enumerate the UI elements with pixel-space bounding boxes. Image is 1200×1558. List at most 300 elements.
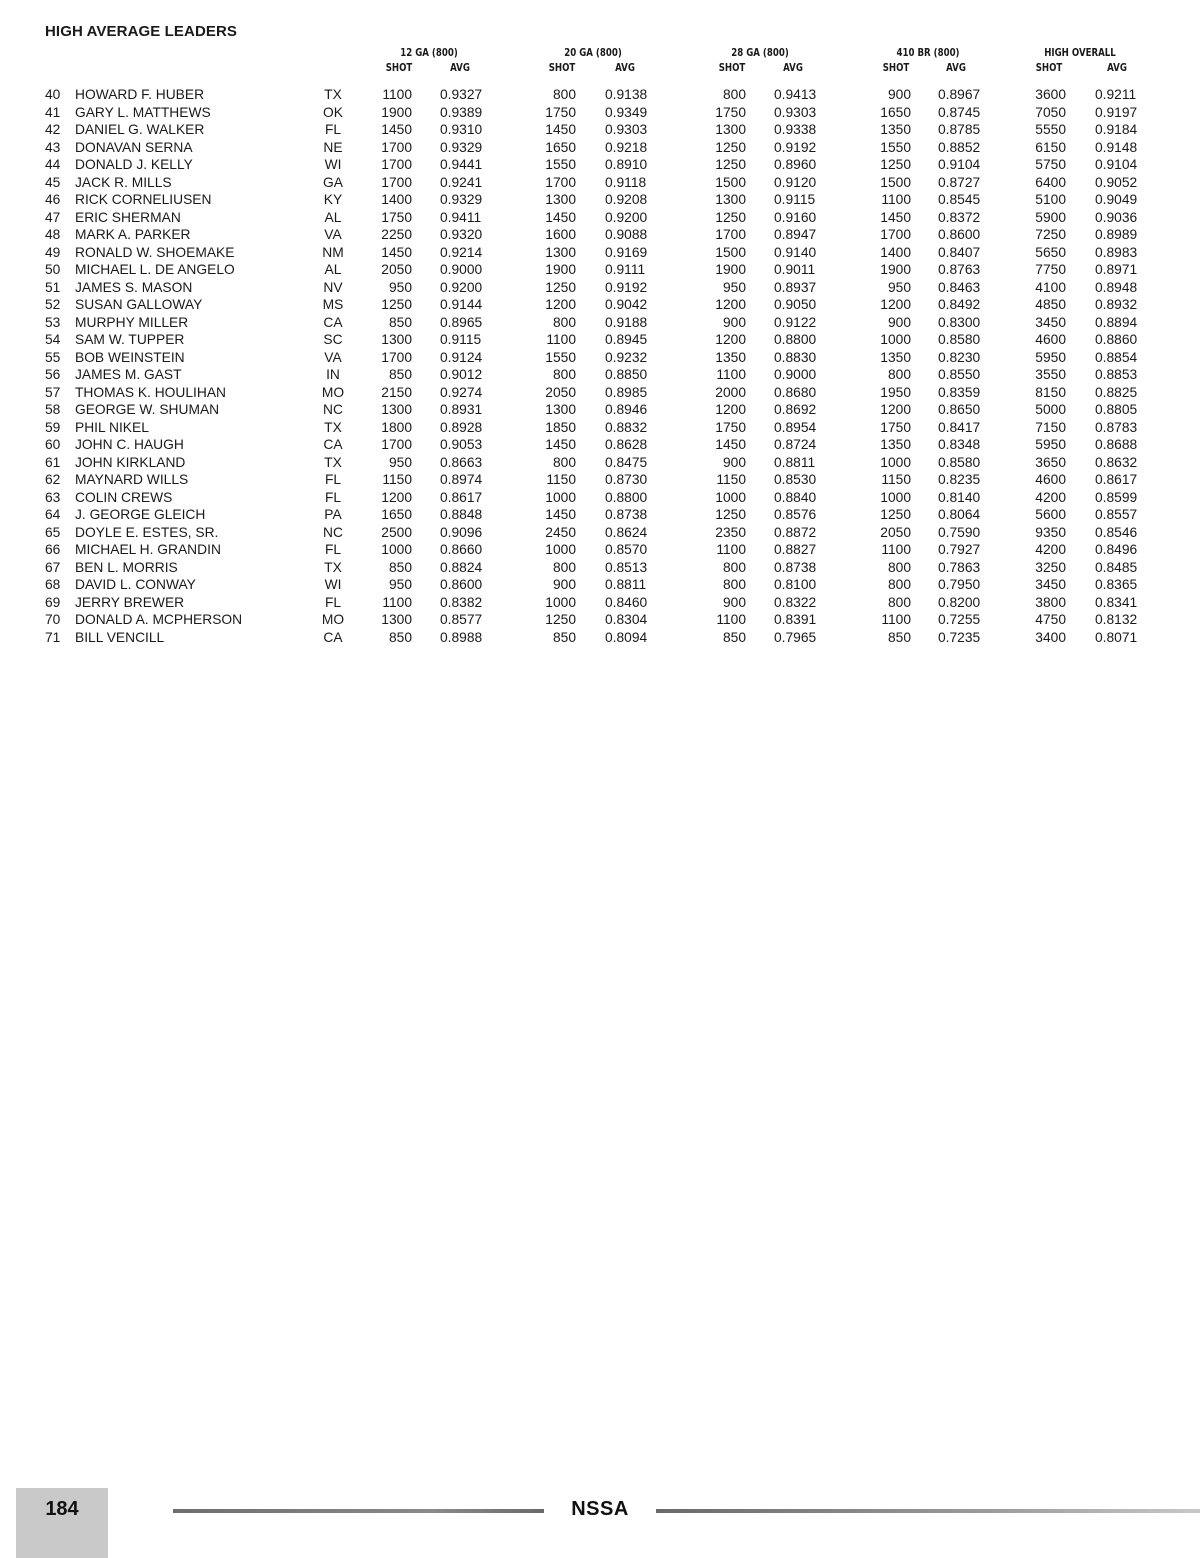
avg-28ga-cell: 0.9160 (774, 209, 817, 225)
col-header-avg-12ga: AVG (450, 62, 470, 74)
avg-28ga-cell: 0.9192 (774, 139, 817, 155)
rank-cell: 70 (45, 612, 61, 627)
shooter-name-cell: JAMES M. GAST (75, 367, 182, 382)
avg-overall-cell: 0.8989 (1095, 227, 1138, 242)
shot-28ga-cell: 1500 (715, 174, 746, 190)
rank-cell: 58 (45, 402, 61, 417)
shot-410br-cell: 850 (887, 629, 911, 645)
avg-12ga-cell: 0.9144 (440, 297, 483, 312)
avg-12ga-cell: 0.8928 (440, 419, 483, 435)
avg-12ga-cell: 0.9327 (440, 87, 483, 102)
avg-20ga-cell: 0.9111 (605, 262, 646, 277)
avg-12ga-cell: 0.9310 (440, 122, 483, 137)
state-cell: TX (324, 454, 342, 470)
rank-cell: 40 (45, 87, 61, 102)
shot-28ga-cell: 1250 (715, 209, 746, 225)
shot-12ga-cell: 2250 (381, 227, 412, 242)
avg-12ga-cell: 0.8660 (440, 542, 483, 557)
shot-410br-cell: 1500 (880, 174, 911, 190)
avg-28ga-cell: 0.8391 (774, 612, 817, 627)
state-cell: NC (323, 402, 343, 417)
avg-12ga-cell: 0.9320 (440, 227, 483, 242)
state-cell: AL (324, 262, 342, 277)
avg-12ga-cell: 0.9096 (440, 524, 483, 540)
rank-cell: 45 (45, 174, 61, 190)
avg-28ga-cell: 0.8872 (774, 524, 817, 540)
shot-12ga-cell: 1100 (382, 594, 412, 610)
shooter-name-cell: JACK R. MILLS (75, 174, 172, 190)
avg-overall-cell: 0.8365 (1095, 577, 1138, 592)
col-group-28ga: 28 GA (800) (731, 47, 789, 59)
rank-cell: 65 (45, 524, 61, 540)
shot-20ga-cell: 1250 (545, 612, 576, 627)
shot-12ga-cell: 1650 (381, 507, 412, 522)
shot-overall-cell: 5950 (1035, 349, 1066, 365)
shot-20ga-cell: 1450 (545, 209, 576, 225)
shot-410br-cell: 1350 (880, 437, 911, 452)
shot-overall-cell: 3800 (1035, 594, 1066, 610)
shooter-name-cell: COLIN CREWS (75, 489, 173, 505)
shooter-name-cell: BEN L. MORRIS (75, 559, 178, 575)
avg-20ga-cell: 0.8304 (605, 612, 648, 627)
rank-cell: 56 (45, 367, 61, 382)
page-title: HIGH AVERAGE LEADERS (45, 23, 238, 40)
shot-20ga-cell: 900 (552, 577, 576, 592)
shot-20ga-cell: 800 (552, 87, 576, 102)
table-row (0, 594, 1200, 612)
shot-20ga-cell: 1100 (546, 332, 576, 347)
avg-overall-cell: 0.8948 (1095, 279, 1138, 295)
table-row (0, 261, 1200, 279)
shot-410br-cell: 1950 (880, 384, 911, 400)
page-number-box (16, 1488, 108, 1558)
rank-cell: 53 (45, 314, 61, 330)
table-row (0, 121, 1200, 139)
shot-12ga-cell: 1800 (381, 419, 412, 435)
shot-overall-cell: 7150 (1035, 419, 1066, 435)
shot-410br-cell: 1100 (881, 192, 911, 207)
col-group-410br: 410 BR (800) (896, 47, 960, 59)
shot-overall-cell: 4750 (1035, 612, 1066, 627)
shooter-name-cell: MAYNARD WILLS (75, 472, 189, 487)
shot-12ga-cell: 1300 (381, 612, 412, 627)
shooter-name-cell: DANIEL G. WALKER (75, 122, 205, 137)
shot-28ga-cell: 1100 (716, 367, 746, 382)
avg-20ga-cell: 0.8850 (605, 367, 648, 382)
state-cell: TX (324, 419, 342, 435)
avg-410br-cell: 0.8580 (938, 454, 981, 470)
rank-cell: 44 (45, 157, 61, 172)
state-cell: CA (323, 437, 343, 452)
avg-overall-cell: 0.8546 (1095, 524, 1138, 540)
shot-410br-cell: 1350 (880, 349, 911, 365)
avg-410br-cell: 0.8348 (938, 437, 981, 452)
shot-overall-cell: 3650 (1035, 454, 1066, 470)
state-cell: MO (321, 384, 345, 400)
avg-overall-cell: 0.9052 (1095, 174, 1138, 190)
shot-overall-cell: 4200 (1035, 542, 1066, 557)
shot-overall-cell: 6150 (1035, 139, 1066, 155)
avg-28ga-cell: 0.8937 (774, 279, 817, 295)
avg-410br-cell: 0.8852 (938, 139, 981, 155)
rank-cell: 57 (45, 384, 61, 400)
state-cell: CA (323, 314, 343, 330)
avg-overall-cell: 0.8496 (1095, 542, 1138, 557)
avg-410br-cell: 0.8417 (938, 419, 981, 435)
state-cell: NV (323, 279, 343, 295)
shot-12ga-cell: 2500 (381, 524, 412, 540)
shot-20ga-cell: 800 (552, 367, 576, 382)
shooter-name-cell: JOHN C. HAUGH (75, 437, 184, 452)
avg-28ga-cell: 0.9115 (774, 192, 816, 207)
shot-28ga-cell: 1200 (715, 402, 746, 417)
shot-overall-cell: 5000 (1035, 402, 1066, 417)
shot-20ga-cell: 1600 (545, 227, 576, 242)
rank-cell: 60 (45, 437, 61, 452)
shot-overall-cell: 5550 (1035, 122, 1066, 137)
avg-28ga-cell: 0.9303 (774, 104, 817, 120)
avg-overall-cell: 0.8599 (1095, 489, 1138, 505)
shot-28ga-cell: 1250 (715, 157, 746, 172)
table-row (0, 611, 1200, 629)
avg-410br-cell: 0.8372 (938, 209, 981, 225)
state-cell: MS (322, 297, 344, 312)
shot-410br-cell: 1750 (880, 419, 911, 435)
shot-12ga-cell: 1900 (381, 104, 412, 120)
avg-410br-cell: 0.8235 (938, 472, 981, 487)
avg-overall-cell: 0.8071 (1095, 629, 1138, 645)
rank-cell: 71 (45, 629, 61, 645)
shot-410br-cell: 1550 (880, 139, 911, 155)
shooter-name-cell: DONALD A. MCPHERSON (75, 612, 243, 627)
shot-20ga-cell: 1550 (545, 157, 576, 172)
table-row (0, 174, 1200, 192)
shot-12ga-cell: 850 (388, 559, 412, 575)
shooter-name-cell: MICHAEL L. DE ANGELO (75, 262, 235, 277)
shot-410br-cell: 1400 (880, 244, 911, 260)
shooter-name-cell: HOWARD F. HUBER (75, 87, 205, 102)
avg-20ga-cell: 0.8738 (605, 507, 648, 522)
table-row (0, 384, 1200, 402)
shot-overall-cell: 3400 (1035, 629, 1066, 645)
avg-410br-cell: 0.8359 (938, 384, 981, 400)
avg-28ga-cell: 0.9120 (774, 174, 817, 190)
avg-12ga-cell: 0.9389 (440, 104, 483, 120)
table-row (0, 209, 1200, 227)
shot-28ga-cell: 950 (722, 279, 746, 295)
shot-20ga-cell: 1850 (545, 419, 576, 435)
avg-20ga-cell: 0.8570 (605, 542, 648, 557)
shot-410br-cell: 1000 (880, 332, 911, 347)
shot-410br-cell: 950 (887, 279, 911, 295)
col-header-shot-overall: SHOT (1035, 62, 1063, 74)
shot-20ga-cell: 800 (552, 559, 576, 575)
avg-410br-cell: 0.8745 (938, 104, 981, 120)
state-cell: FL (324, 122, 342, 137)
avg-overall-cell: 0.8132 (1095, 612, 1138, 627)
avg-410br-cell: 0.8407 (938, 244, 981, 260)
avg-410br-cell: 0.7863 (938, 559, 981, 575)
avg-overall-cell: 0.9211 (1095, 87, 1137, 102)
state-cell: SC (323, 332, 343, 347)
avg-20ga-cell: 0.8910 (605, 157, 648, 172)
shot-28ga-cell: 1900 (715, 262, 746, 277)
shot-20ga-cell: 1900 (545, 262, 576, 277)
shot-20ga-cell: 1450 (545, 437, 576, 452)
avg-28ga-cell: 0.8680 (774, 384, 817, 400)
avg-overall-cell: 0.8825 (1095, 384, 1138, 400)
shot-12ga-cell: 1300 (381, 402, 412, 417)
shot-20ga-cell: 1000 (545, 542, 576, 557)
footer-rule-right (656, 1509, 1200, 1513)
table-row (0, 314, 1200, 332)
shot-12ga-cell: 850 (388, 367, 412, 382)
shot-28ga-cell: 1450 (715, 437, 746, 452)
table-row (0, 156, 1200, 174)
shot-12ga-cell: 1700 (381, 349, 412, 365)
avg-410br-cell: 0.8967 (938, 87, 981, 102)
avg-410br-cell: 0.8550 (938, 367, 981, 382)
avg-20ga-cell: 0.8811 (605, 577, 647, 592)
shot-28ga-cell: 900 (722, 314, 746, 330)
avg-28ga-cell: 0.8576 (774, 507, 817, 522)
shot-20ga-cell: 800 (552, 314, 576, 330)
rank-cell: 59 (45, 419, 61, 435)
avg-20ga-cell: 0.9232 (605, 349, 648, 365)
state-cell: PA (324, 507, 342, 522)
table-row (0, 436, 1200, 454)
shot-410br-cell: 1250 (880, 157, 911, 172)
col-header-avg-28ga: AVG (783, 62, 803, 74)
shot-12ga-cell: 1400 (381, 192, 412, 207)
avg-overall-cell: 0.8983 (1095, 244, 1138, 260)
avg-410br-cell: 0.8727 (938, 174, 981, 190)
avg-20ga-cell: 0.8624 (605, 524, 648, 540)
shot-410br-cell: 1000 (880, 489, 911, 505)
avg-12ga-cell: 0.8848 (440, 507, 483, 522)
shot-20ga-cell: 1250 (545, 279, 576, 295)
shot-overall-cell: 7250 (1035, 227, 1066, 242)
avg-12ga-cell: 0.9441 (440, 157, 483, 172)
state-cell: AL (324, 209, 342, 225)
shot-20ga-cell: 1150 (546, 472, 576, 487)
avg-12ga-cell: 0.9000 (440, 262, 483, 277)
table-row (0, 489, 1200, 507)
avg-12ga-cell: 0.8931 (440, 402, 483, 417)
shot-12ga-cell: 1450 (381, 244, 412, 260)
shot-20ga-cell: 1300 (545, 402, 576, 417)
shot-410br-cell: 1200 (880, 402, 911, 417)
shot-12ga-cell: 2050 (381, 262, 412, 277)
avg-410br-cell: 0.7590 (938, 524, 981, 540)
shot-12ga-cell: 2150 (381, 384, 412, 400)
state-cell: FL (324, 489, 342, 505)
shot-28ga-cell: 1100 (716, 542, 746, 557)
avg-410br-cell: 0.8463 (938, 279, 981, 295)
avg-410br-cell: 0.8492 (938, 297, 981, 312)
avg-410br-cell: 0.8545 (938, 192, 981, 207)
table-row (0, 576, 1200, 594)
avg-12ga-cell: 0.9012 (440, 367, 483, 382)
shot-12ga-cell: 1700 (381, 139, 412, 155)
shooter-name-cell: BOB WEINSTEIN (75, 349, 185, 365)
avg-28ga-cell: 0.8947 (774, 227, 817, 242)
state-cell: MO (321, 612, 345, 627)
shooter-name-cell: DONALD J. KELLY (75, 157, 193, 172)
table-row (0, 226, 1200, 244)
col-group-high-overall: HIGH OVERALL (1044, 47, 1116, 59)
avg-410br-cell: 0.8650 (938, 402, 981, 417)
footer-rule-left (173, 1509, 544, 1513)
table-row (0, 349, 1200, 367)
avg-28ga-cell: 0.7965 (774, 629, 817, 645)
avg-28ga-cell: 0.9011 (774, 262, 816, 277)
avg-410br-cell: 0.7950 (938, 577, 981, 592)
state-cell: TX (324, 87, 342, 102)
avg-overall-cell: 0.8617 (1095, 472, 1138, 487)
shot-12ga-cell: 1750 (381, 209, 412, 225)
avg-410br-cell: 0.7927 (938, 542, 981, 557)
col-group-12ga: 12 GA (800) (400, 47, 458, 59)
avg-410br-cell: 0.8785 (938, 122, 981, 137)
rank-cell: 42 (45, 122, 61, 137)
table-row (0, 244, 1200, 262)
rank-cell: 69 (45, 594, 61, 610)
state-cell: FL (324, 594, 342, 610)
col-header-shot-410br: SHOT (882, 62, 910, 74)
shot-28ga-cell: 1500 (715, 244, 746, 260)
state-cell: NM (322, 244, 344, 260)
avg-28ga-cell: 0.9413 (774, 87, 817, 102)
rank-cell: 66 (45, 542, 61, 557)
avg-28ga-cell: 0.8800 (774, 332, 817, 347)
shooter-name-cell: THOMAS K. HOULIHAN (75, 384, 227, 400)
shot-410br-cell: 800 (887, 559, 911, 575)
avg-28ga-cell: 0.8738 (774, 559, 817, 575)
avg-12ga-cell: 0.9411 (440, 209, 482, 225)
avg-overall-cell: 0.8485 (1095, 559, 1138, 575)
shot-20ga-cell: 800 (552, 454, 576, 470)
avg-12ga-cell: 0.9274 (440, 384, 483, 400)
shot-28ga-cell: 1700 (715, 227, 746, 242)
shooter-name-cell: RONALD W. SHOEMAKE (75, 244, 235, 260)
shot-12ga-cell: 1700 (381, 437, 412, 452)
shot-overall-cell: 4850 (1035, 297, 1066, 312)
footer-brand: NSSA (571, 1498, 629, 1520)
avg-12ga-cell: 0.8824 (440, 559, 483, 575)
avg-20ga-cell: 0.8513 (605, 559, 648, 575)
col-header-shot-12ga: SHOT (385, 62, 413, 74)
avg-overall-cell: 0.8783 (1095, 419, 1138, 435)
state-cell: OK (323, 104, 343, 120)
avg-28ga-cell: 0.8840 (774, 489, 817, 505)
shot-410br-cell: 1200 (880, 297, 911, 312)
table-row (0, 559, 1200, 577)
avg-410br-cell: 0.8763 (938, 262, 981, 277)
shooter-name-cell: J. GEORGE GLEICH (75, 507, 206, 522)
avg-28ga-cell: 0.8724 (774, 437, 817, 452)
shot-28ga-cell: 2350 (715, 524, 746, 540)
shot-12ga-cell: 1200 (381, 489, 412, 505)
avg-overall-cell: 0.9036 (1095, 209, 1138, 225)
shot-410br-cell: 800 (887, 367, 911, 382)
avg-20ga-cell: 0.9118 (605, 174, 647, 190)
shot-28ga-cell: 1250 (715, 507, 746, 522)
shot-410br-cell: 1250 (880, 507, 911, 522)
avg-overall-cell: 0.9148 (1095, 139, 1138, 155)
avg-overall-cell: 0.9184 (1095, 122, 1138, 137)
state-cell: KY (323, 192, 343, 207)
avg-20ga-cell: 0.8832 (605, 419, 648, 435)
shooter-name-cell: BILL VENCILL (75, 629, 165, 645)
shot-20ga-cell: 1300 (545, 192, 576, 207)
avg-20ga-cell: 0.9208 (605, 192, 648, 207)
avg-20ga-cell: 0.9169 (605, 244, 648, 260)
avg-28ga-cell: 0.8692 (774, 402, 817, 417)
avg-overall-cell: 0.8632 (1095, 454, 1138, 470)
state-cell: WI (324, 157, 342, 172)
avg-overall-cell: 0.8860 (1095, 332, 1138, 347)
shot-20ga-cell: 1700 (545, 174, 576, 190)
avg-20ga-cell: 0.8946 (605, 402, 648, 417)
shooter-name-cell: ERIC SHERMAN (75, 209, 181, 225)
avg-28ga-cell: 0.8100 (774, 577, 817, 592)
shot-410br-cell: 1350 (880, 122, 911, 137)
shot-overall-cell: 5900 (1035, 209, 1066, 225)
shot-12ga-cell: 850 (388, 629, 412, 645)
avg-410br-cell: 0.7235 (938, 629, 981, 645)
shooter-name-cell: PHIL NIKEL (75, 419, 149, 435)
table-row (0, 86, 1200, 104)
shot-20ga-cell: 1650 (545, 139, 576, 155)
shot-28ga-cell: 1100 (716, 612, 746, 627)
table-row (0, 104, 1200, 122)
shot-overall-cell: 3550 (1035, 367, 1066, 382)
shot-12ga-cell: 1700 (381, 157, 412, 172)
shooter-name-cell: JAMES S. MASON (75, 279, 193, 295)
avg-20ga-cell: 0.8628 (605, 437, 648, 452)
shot-overall-cell: 5650 (1035, 244, 1066, 260)
rank-cell: 55 (45, 349, 61, 365)
rank-cell: 47 (45, 209, 61, 225)
avg-410br-cell: 0.8230 (938, 349, 981, 365)
shot-20ga-cell: 1300 (545, 244, 576, 260)
col-header-avg-410br: AVG (946, 62, 966, 74)
shot-410br-cell: 900 (887, 87, 911, 102)
table-row (0, 506, 1200, 524)
shot-overall-cell: 9350 (1035, 524, 1066, 540)
shot-28ga-cell: 800 (722, 87, 746, 102)
avg-overall-cell: 0.8341 (1095, 594, 1138, 610)
shot-overall-cell: 4600 (1035, 332, 1066, 347)
rank-cell: 43 (45, 139, 61, 155)
avg-20ga-cell: 0.8475 (605, 454, 648, 470)
state-cell: TX (324, 559, 342, 575)
shot-20ga-cell: 1750 (545, 104, 576, 120)
shot-410br-cell: 1000 (880, 454, 911, 470)
shooter-name-cell: SAM W. TUPPER (75, 332, 185, 347)
avg-20ga-cell: 0.9218 (605, 139, 648, 155)
shooter-name-cell: JOHN KIRKLAND (75, 454, 186, 470)
avg-12ga-cell: 0.9241 (440, 174, 483, 190)
table-row (0, 366, 1200, 384)
avg-28ga-cell: 0.8960 (774, 157, 817, 172)
shot-12ga-cell: 1100 (382, 87, 412, 102)
shot-overall-cell: 3450 (1035, 314, 1066, 330)
shot-28ga-cell: 1200 (715, 297, 746, 312)
avg-12ga-cell: 0.8663 (440, 454, 483, 470)
avg-28ga-cell: 0.8322 (774, 594, 817, 610)
